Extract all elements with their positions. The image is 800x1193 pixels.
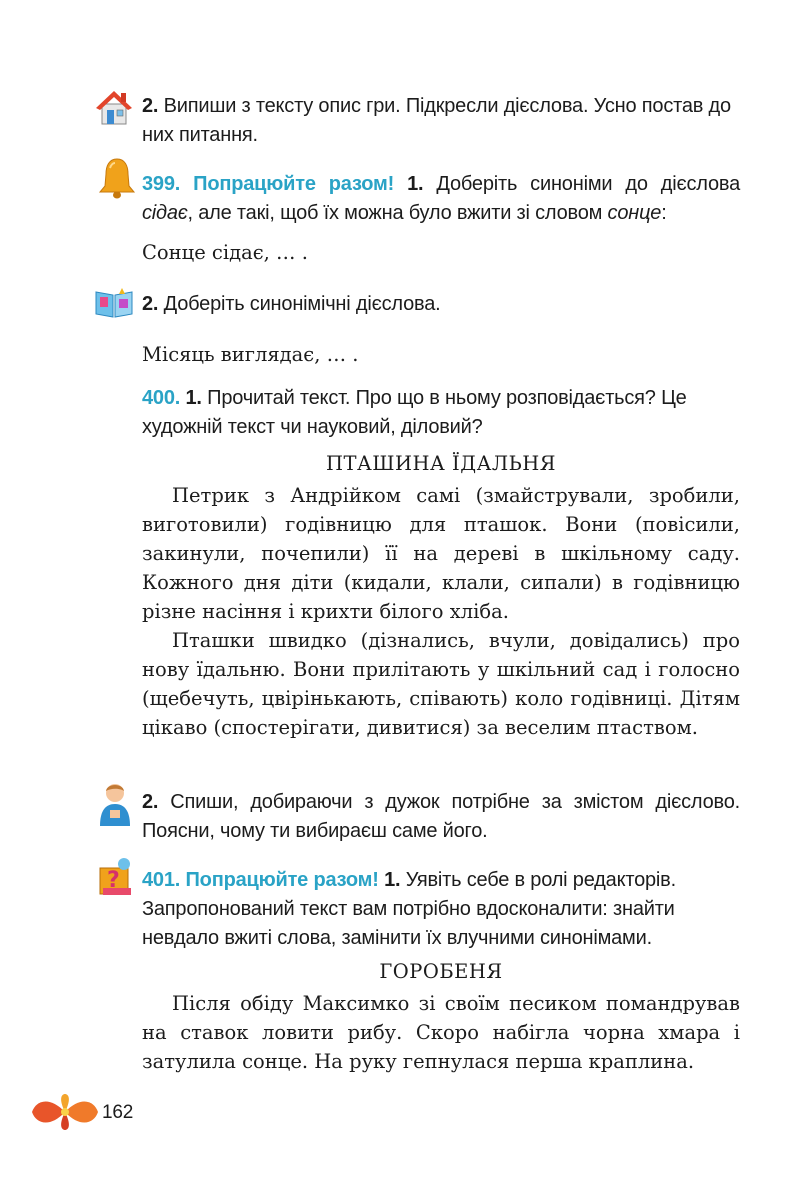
exercise-heading: Попрацюйте разом! [185, 869, 379, 891]
exercise-text: Уявіть себе в ролі редакторів. Запропонований текст вам потрібно вдосконалити: знайти невдало вжиті слова, замінити їх влучними синонімами. [142, 869, 676, 949]
task-number: 2. [142, 791, 159, 813]
svg-text:?: ? [107, 868, 120, 893]
exercise-text: , але такі, щоб їх можна було вжити зі словом [187, 202, 603, 224]
step-number: 1. [384, 869, 401, 891]
exercise-401 [142, 866, 740, 953]
story-paragraph: Пташки швидко (дізнались, вчули, довідались) про нову їдальню. Вони прилітають у шкільний сад і голосно (щебечуть, цвірінькають, співають) коло годівниці. Дітям цікаво (спостерігати, дивитися) за веселим птаством. [142, 629, 740, 739]
exercise-399 [142, 170, 740, 228]
task-number: 2. [142, 95, 159, 117]
page-number: 162 [102, 1102, 134, 1123]
exercise-number: 400. [142, 387, 181, 409]
example-sentence: Місяць виглядає, … . [142, 343, 359, 366]
task-text: Доберіть синонімічні дієслова. [163, 293, 441, 315]
task-copy-choose [142, 788, 740, 846]
story-paragraph: Після обіду Максимко зі своїм песиком помандрував на ставок ловити рибу. Скоро набігла чорна хмара і затулила сонце. На руку гепнулася перша краплина. [142, 992, 740, 1073]
exercise-heading: Попрацюйте разом! [193, 173, 395, 195]
student-icon [94, 780, 136, 828]
task-copy-description [142, 92, 740, 150]
exercise-400 [142, 384, 740, 442]
exercise-text: : [661, 202, 667, 224]
example-sentence: Сонце сідає, … . [142, 241, 308, 264]
bell-icon [96, 156, 138, 202]
question-book-icon [94, 854, 136, 900]
exercise-text: Прочитай текст. Про що в ньому розповідається? Це художній текст чи науковий, діловий? [142, 387, 687, 438]
exercise-number: 399. [142, 173, 181, 195]
step-number: 1. [407, 173, 424, 195]
book-icon [92, 286, 136, 320]
exercise-text: Доберіть синоніми до дієслова [436, 173, 741, 195]
task-synonyms [142, 290, 740, 319]
flower-ornament-icon [30, 1092, 100, 1132]
home-icon [92, 86, 136, 130]
task-number: 2. [142, 293, 159, 315]
task-text: Спиши, добираючи з дужок потрібне за змістом дієслово. Поясни, чому ти вибираєш саме його. [142, 791, 741, 842]
story-title: ПТАШИНА ЇДАЛЬНЯ [326, 452, 556, 475]
task-text: Випиши з тексту опис гри. Підкресли дієслова. Усно постав до них питання. [142, 95, 731, 146]
italic-word: сонце [607, 202, 662, 224]
step-number: 1. [185, 387, 202, 409]
story-title: ГОРОБЕНЯ [379, 960, 503, 983]
story-paragraph: Петрик з Андрійком самі (змайстрували, зробили, виготовили) годівницю для пташок. Вони (повісили, закинули, почепили) її на дереві в шкільному саду. Кожного дня діти (кидали, клали, сипали) в годівницю різне насіння і крихти білого хліба. [142, 484, 740, 623]
italic-word: сідає [142, 202, 188, 224]
exercise-number: 401. [142, 869, 181, 891]
